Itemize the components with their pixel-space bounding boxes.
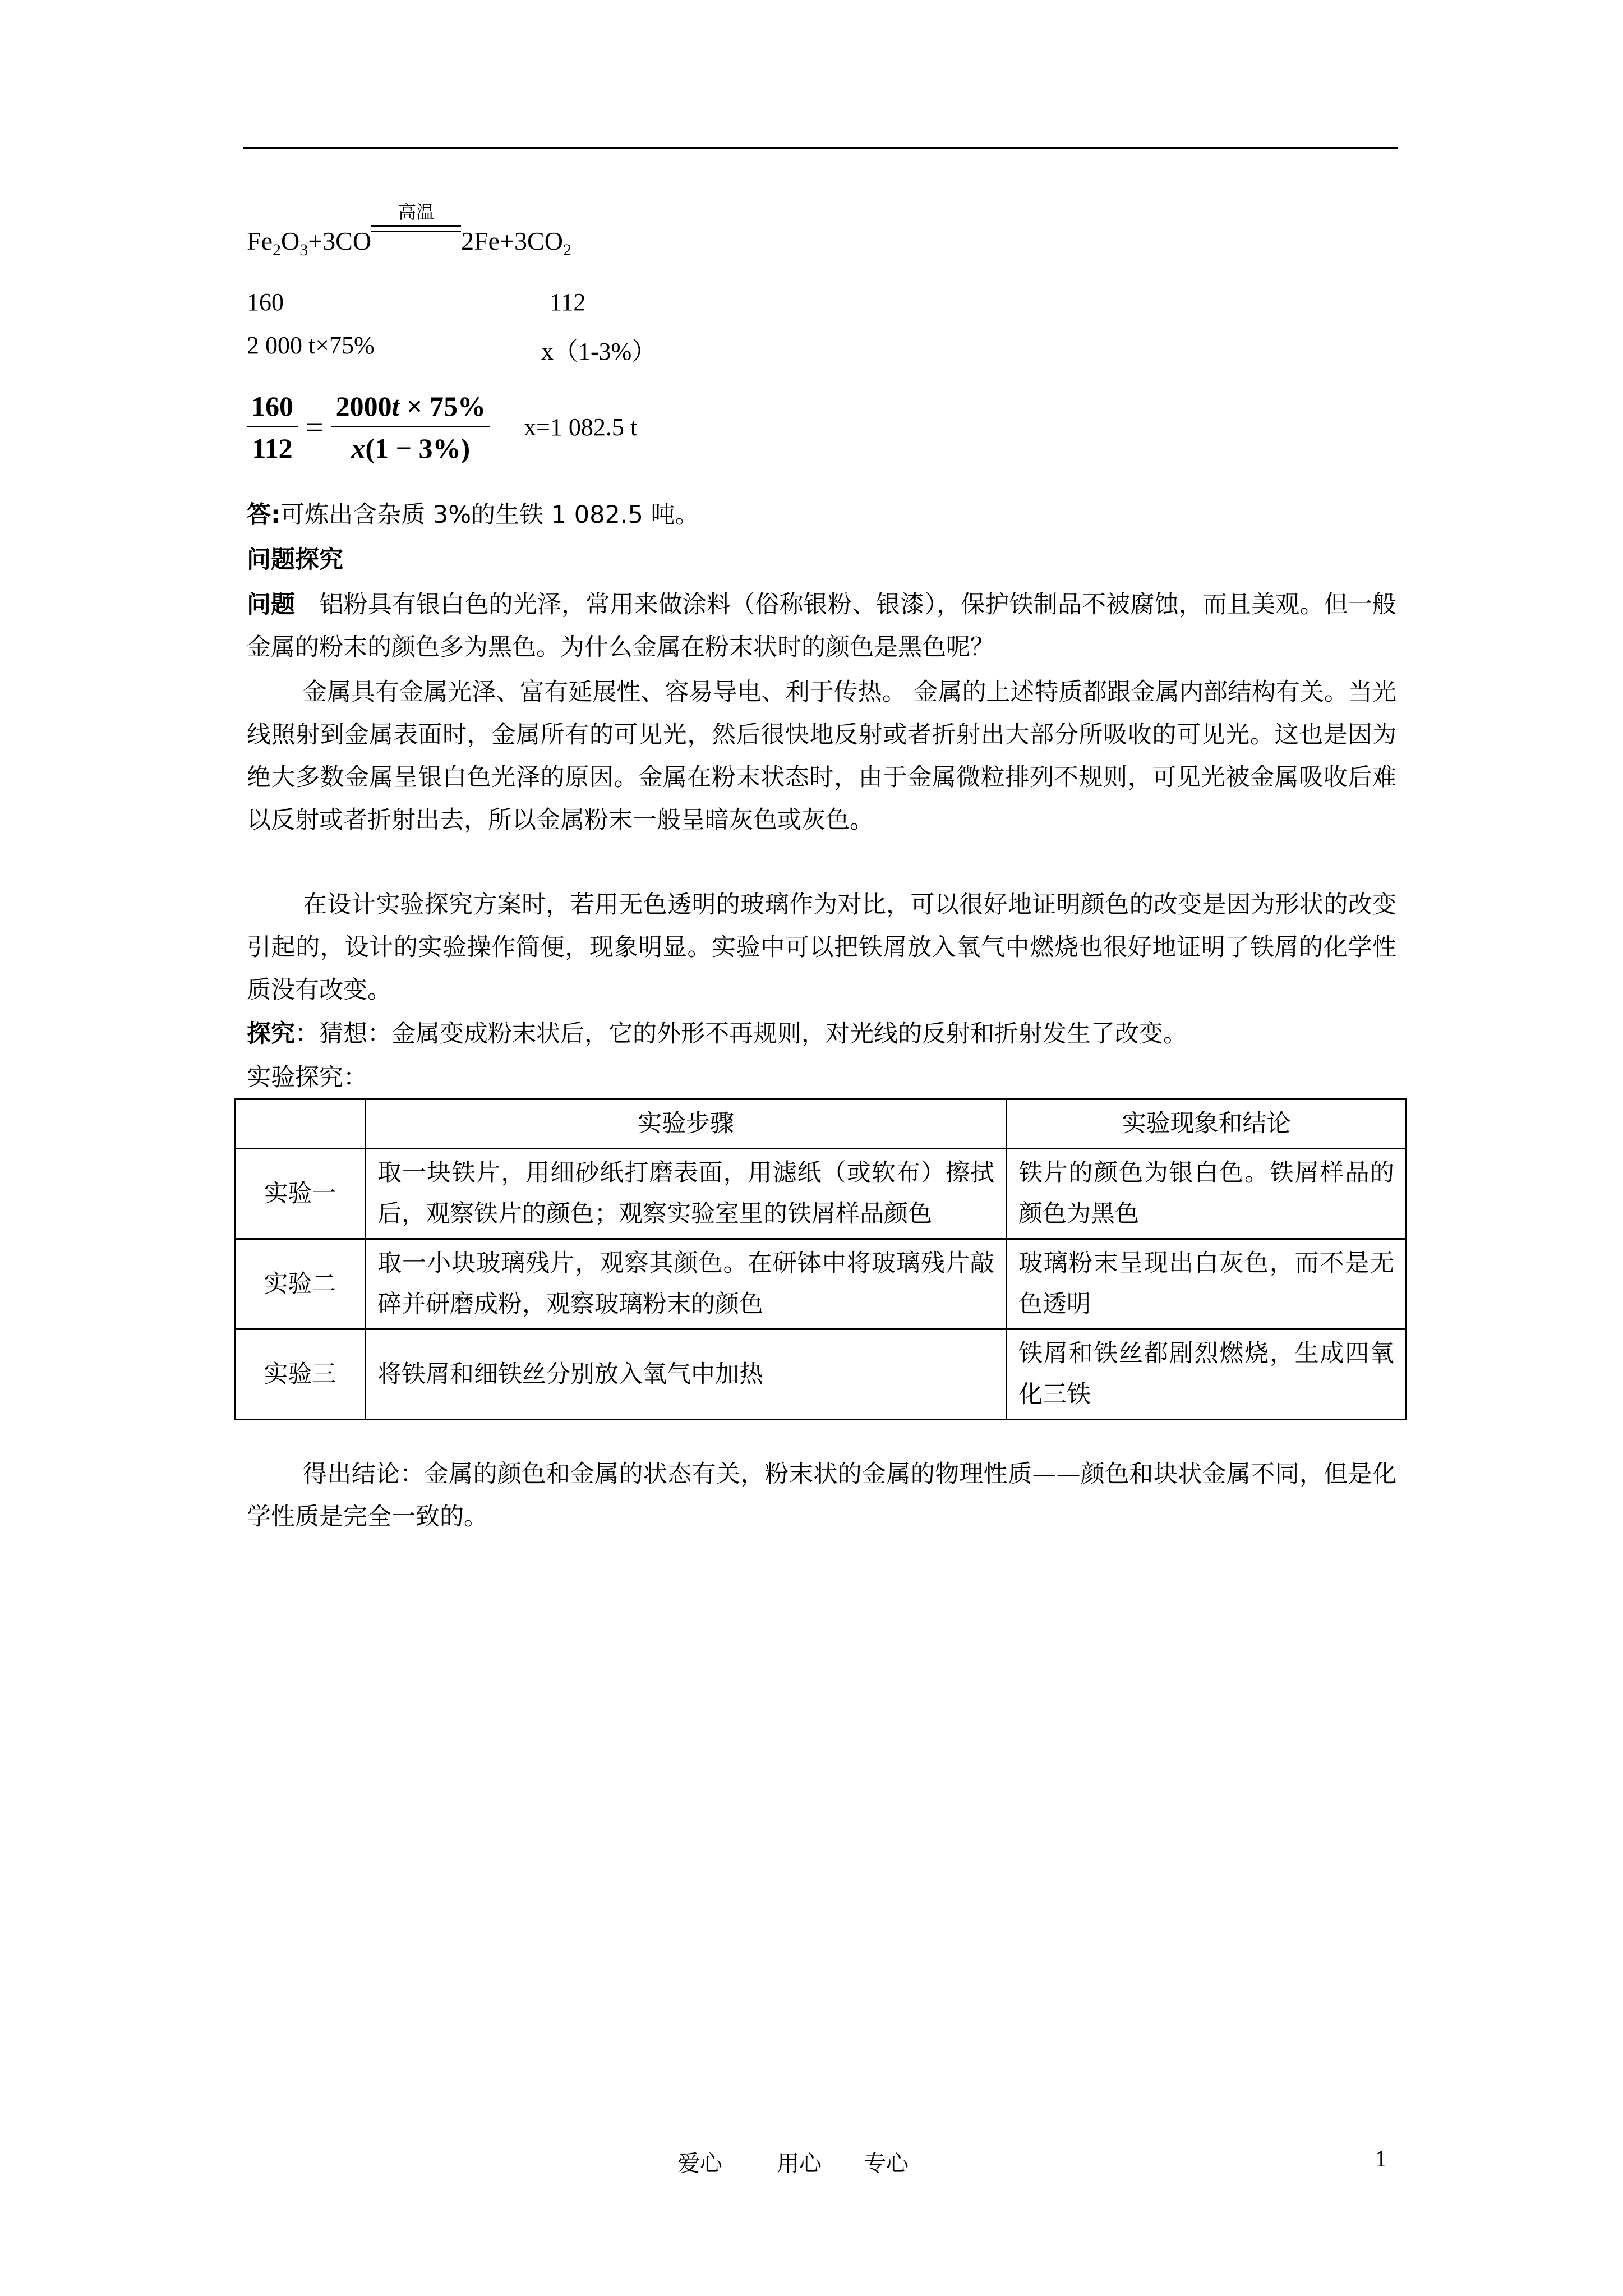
proportion-equation	[247, 390, 637, 464]
explore-line	[247, 1013, 1396, 1055]
fraction-left	[247, 390, 298, 464]
footer-item: 用心	[777, 2151, 822, 2177]
equals-sign: =	[306, 409, 324, 445]
given-b: x（1-3%）	[541, 338, 657, 365]
explore-label: 探究	[247, 1020, 295, 1048]
numerator-rate: × 75%	[399, 390, 486, 422]
row-result: 铁片的颜色为银白色。铁屑样品的颜色为黑色	[1007, 1149, 1407, 1239]
result-value: x=1 082.5 t	[524, 413, 638, 441]
fraction-denominator: 112	[252, 432, 293, 464]
design-paragraph: 在设计实验探究方案时，若用无色透明的玻璃作为对比，可以很好地证明颜色的改变是因为形状的改变引起的，设计的实验操作简便，现象明显。实验中可以把铁屑放入氧气中燃烧也很好地证明了铁屑的化学性质没有改变。	[247, 891, 1396, 1004]
page-number: 1	[1375, 2146, 1387, 2172]
table-row	[235, 1329, 1407, 1420]
experiment-table	[234, 1098, 1407, 1420]
fraction-numerator	[331, 390, 490, 427]
row-result: 铁屑和铁丝都剧烈燃烧，生成四氧化三铁	[1007, 1329, 1407, 1420]
footer-item: 爱心	[677, 2151, 722, 2177]
explanation-paragraph: 金属具有金属光泽、富有延展性、容易导电、利于传热。 金属的上述特质都跟金属内部结构有关。当光线照射到金属表面时，金属所有的可见光，然后很快地反射或者折射出大部分所吸收的可见光。这也是因为绝大多数金属呈银白色光泽的原因。金属在粉末状态时，由于金属微粒排列不规则，可见光被金属吸收后难以反射或者折射出去，所以金属粉末一般呈暗灰色或灰色。	[247, 678, 1396, 834]
reaction-condition-label: 高温	[398, 201, 435, 223]
table-row	[235, 1239, 1407, 1329]
eq-sub: 3	[299, 241, 308, 259]
row-label: 实验一	[235, 1149, 366, 1239]
row-result: 玻璃粉末呈现出白灰色，而不是无色透明	[1007, 1239, 1407, 1329]
table-header-steps: 实验步骤	[366, 1099, 1007, 1149]
fraction-numerator: 160	[247, 390, 298, 427]
question-label: 问题	[247, 591, 296, 619]
row-step: 取一小块玻璃残片，观察其颜色。在研钵中将玻璃残片敲碎并研磨成粉，观察玻璃粉末的颜色	[366, 1239, 1007, 1329]
question-text: 铝粉具有银白色的光泽，常用来做涂料（俗称银粉、银漆），保护铁制品不被腐蚀，而且美观。但一般金属的粉末的颜色多为黑色。为什么金属在粉末状时的颜色是黑色呢？	[247, 591, 1397, 661]
row-step: 将铁屑和细铁丝分别放入氧气中加热	[366, 1329, 1007, 1420]
table-row	[235, 1149, 1407, 1239]
fraction-denominator	[331, 427, 490, 464]
table-header-row	[235, 1099, 1407, 1149]
section-title: 问题探究	[247, 546, 343, 574]
answer-text: 可炼出含杂质 3%的生铁 1 082.5 吨。	[280, 501, 699, 529]
table-header-blank	[235, 1099, 366, 1149]
numerator-unit: t	[391, 390, 400, 422]
answer-line	[247, 494, 1396, 536]
footer-item: 专心	[864, 2151, 909, 2177]
row-label: 实验三	[235, 1329, 366, 1420]
eq-sub: 2	[273, 241, 281, 259]
given-a: 2 000 t×75%	[247, 332, 375, 359]
row-label: 实验二	[235, 1239, 366, 1329]
conclusion-paragraph: 得出结论：金属的颜色和金属的状态有关，粉末状的金属的物理性质——颜色和块状金属不同，但是化学性质是完全一致的。	[247, 1460, 1396, 1531]
eq-sub: 2	[562, 241, 571, 259]
equals-line	[371, 231, 461, 232]
answer-label: 答:	[247, 501, 281, 529]
header-rule	[243, 147, 1398, 149]
eq-products: 2Fe+3CO	[461, 227, 563, 255]
question-paragraph	[247, 583, 1396, 669]
eq-o: O	[281, 227, 300, 255]
row-step: 取一块铁片，用细砂纸打磨表面，用滤纸（或软布）擦拭后，观察铁片的颜色；观察实验室里的铁屑样品颜色	[366, 1149, 1007, 1239]
table-header-results: 实验现象和结论	[1007, 1099, 1407, 1149]
eq-co: +3CO	[308, 227, 372, 255]
explore-text: ：猜想：金属变成粉末状后，它的外形不再规则，对光线的反射和折射发生了改变。	[295, 1020, 1187, 1048]
mass-ratio-a: 160	[247, 288, 284, 316]
numerator-value: 2000	[335, 390, 392, 422]
equals-line	[371, 225, 461, 227]
denominator-factor: (1 − 3%)	[365, 432, 471, 464]
table-intro: 实验探究：	[247, 1064, 367, 1092]
reaction-condition	[371, 201, 461, 250]
chemical-equation	[247, 201, 571, 260]
eq-fe: Fe	[247, 227, 273, 255]
denominator-variable: x	[351, 432, 366, 464]
mass-ratio-b: 112	[550, 288, 586, 316]
fraction-right	[331, 390, 490, 464]
